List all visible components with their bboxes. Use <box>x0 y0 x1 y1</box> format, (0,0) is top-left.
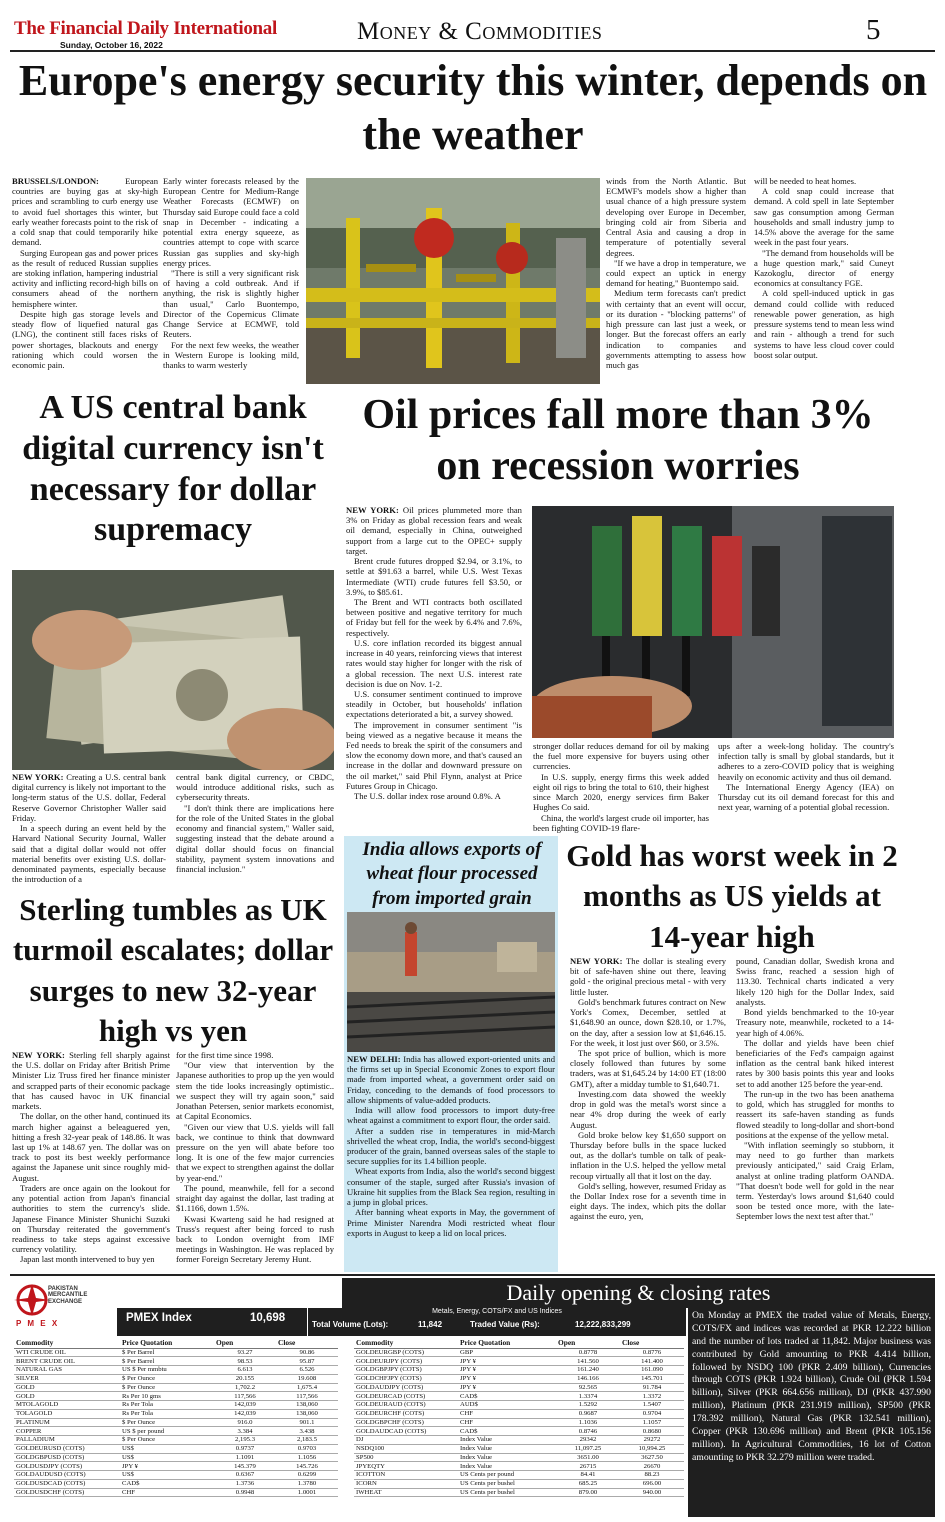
open-cell: 1.1036 <box>556 1418 620 1427</box>
rate-row <box>14 1427 338 1436</box>
pmex-logo-abbr: P M E X <box>16 1319 60 1328</box>
rate-row <box>14 1348 338 1357</box>
close-cell: 6.526 <box>276 1366 338 1375</box>
close-cell: 117,566 <box>276 1392 338 1401</box>
commodity-cell: PLATINUM <box>14 1418 120 1427</box>
rate-row <box>14 1444 338 1453</box>
col-header-commodity: Commodity <box>14 1338 120 1348</box>
open-cell: 1.5292 <box>556 1401 620 1410</box>
europe-energy-col2: Early winter forecasts released by the European Centre for Medium-Range Weather Forecasts (ECMWF) on Thursday said Europe could face a cold snap in December - indicating a potential extra energy squeeze, as countries attempt to cope with scarce Russian gas supplies and sky-high energy prices. "There is still a very significant risk of having a cold outbreak. And if anything, the risk is slightly higher than usual," Carlo Buontempo, Director of the Copernicus Climate Change Service at ECMWF, told Reuters. For the next few weeks, the weather in Western Europe is looking mild, thanks to warm westerly <box>163 176 299 370</box>
close-cell: 1.3780 <box>276 1479 338 1488</box>
quotation-cell: $ Per Ounce <box>120 1383 214 1392</box>
commodity-cell: GOLDEURJPY (COTS) <box>354 1357 458 1366</box>
quotation-cell: CAD$ <box>458 1392 556 1401</box>
quotation-cell: CAD$ <box>458 1427 556 1436</box>
commodity-cell: GOLDUSDJPY (COTS) <box>14 1462 120 1471</box>
trading-summary: On Monday at PMEX the traded value of Metals, Energy, COTS/FX and indices was recorded at PKR 12.222 billion and the number of lots traded at 11,842. Major business was contributed by Gold amounting to PKR 4.414 billion, followed by NSDQ 100 (PKR 2.409 billion), Currencies through COTS (PKR 1.924 billion), Crude Oil (PKR 1.594 billion), Silver (PKR 664.656 million), DJ (PKR 437.990 million), Platinum (PKR 231.919 million), SP500 (PKR 178.392 million), Natural Gas (PKR 132.541 million), Copper (PKR 130.696 million) and Brent (PKR 105.156 million). In Agricultural Commodities, 16 lot of Cotton amounting to PKR 32.279 million were traded. <box>688 1307 935 1517</box>
close-cell: 3627.50 <box>620 1453 684 1462</box>
open-cell: 161.240 <box>556 1366 620 1375</box>
rate-row <box>14 1383 338 1392</box>
close-cell: 696.00 <box>620 1479 684 1488</box>
close-cell: 1.0001 <box>276 1488 338 1497</box>
close-cell: 0.9704 <box>620 1409 684 1418</box>
quotation-cell: JPY ¥ <box>458 1366 556 1375</box>
rate-row <box>354 1418 684 1427</box>
quotation-cell: US Cents per bushel <box>458 1479 556 1488</box>
rates-title: Daily opening & closing rates <box>342 1278 935 1308</box>
open-cell: 0.9687 <box>556 1409 620 1418</box>
rate-row <box>14 1479 338 1488</box>
close-cell: 138,060 <box>276 1409 338 1418</box>
traded-value-label: Traded Value (Rs): <box>470 1320 540 1329</box>
dollar-bills-photo <box>12 570 334 770</box>
wheat-warehouse-photo <box>347 912 555 1052</box>
close-cell: 0.8680 <box>620 1427 684 1436</box>
pmex-index-value: 10,698 <box>250 1312 286 1324</box>
rate-row <box>354 1462 684 1471</box>
commodity-cell: MTOLAGOLD <box>14 1401 120 1410</box>
commodity-cell: GOLDGBPJPY (COTS) <box>354 1366 458 1375</box>
fuel-pump-photo <box>532 506 894 738</box>
quotation-cell: $ Per Ounce <box>120 1374 214 1383</box>
rate-row <box>354 1374 684 1383</box>
open-cell: 142,039 <box>214 1409 276 1418</box>
open-cell: 1.3374 <box>556 1392 620 1401</box>
total-volume-value: 11,842 <box>418 1320 443 1329</box>
close-cell: 138,060 <box>276 1401 338 1410</box>
close-cell: 29272 <box>620 1436 684 1445</box>
gold-col1: NEW YORK: The dollar is stealing every bit of safe-haven shine out there, leaving gold - the original precious metal - with very little luster. Gold's benchmark futures contract on New York's Comex, December, settled at $1,648.90 an ounce, down $28.10, or 1.7%, on the day, after a session low at $1,646.15. For the week, it lost just over $60, or 3.5%. The spot price of bullion, which is more closely followed than futures by some traders, was at $1,645.24 by 14:00 ET (18:00 GMT), after a midday tumble to $1,640.71. Investing.com data showed the weekly drop in gold was the metal's worst since a near 4% drop during the week of early August. Gold broke below key $1,650 support on Thursday before bulls in the space lucked out, as the dollar's tumble on talk of peak-inflation in the U.S. helped the yellow metal recoup virtually all that it lost on the day. Gold's selling, however, resumed Friday as the Dollar Index rose for a seventh time in eight days. The index, which pits the dollar against the euro, yen, <box>570 956 726 1222</box>
rate-row <box>14 1418 338 1427</box>
gold-col2: pound, Canadian dollar, Swedish krona and Swiss franc, reached a session high of 113.30. Technical charts indicated a very likely 120 high for the Dollar Index, said analysts. Bond yields benchmarked to the 10-year Treasury note, meanwhile, rocketed to a 14-year high of 4.06%. The dollar and yields have been chief beneficiaries of the Fed's campaign against inflation as the central bank hiked interest rates by 300 basis points this year and looks set to add another 125 before the year-end. The run-up in the two has been anathema to gold, which has struggled for months to reassert its safe-haven standing as funds flowed steadily to long-dollar and short-bond positions at the expense of the yellow metal. "With inflation seemingly so stubborn, it may need to go further than markets previously anticipated," said Craig Erlam, analyst at online trading platform OANDA. "That doesn't bode well for gold in the near term. Yesterday's lows around $1,640 could soon be tested once more, with the late-September lows the next test after that." <box>736 956 894 1222</box>
close-cell: 161.090 <box>620 1366 684 1375</box>
quotation-cell: JPY ¥ <box>458 1374 556 1383</box>
rate-row <box>354 1427 684 1436</box>
rates-table-left <box>14 1338 338 1497</box>
quotation-cell: US$ <box>120 1453 214 1462</box>
commodity-cell: GOLDEURGBP (COTS) <box>354 1348 458 1357</box>
oil-col2: stronger dollar reduces demand for oil by making the fuel more expensive for buyers using other currencies. In U.S. supply, energy firms this week added eight oil rigs to bring the total to 610, their highest since March 2020, energy services firm Baker Hughes Co said. China, the world's largest crude oil importer, has been fighting COVID-19 flare- <box>533 741 709 833</box>
close-cell: 0.9703 <box>276 1444 338 1453</box>
open-cell: 20.155 <box>214 1374 276 1383</box>
open-cell: 916.0 <box>214 1418 276 1427</box>
europe-energy-col3: winds from the North Atlantic. But ECMWF's models show a higher than usual chance of a high pressure system developing over Europe in December, bringing cold air from Siberia and Central Asia and causing a drop in temperature of potentially several degrees. "If we have a drop in temperature, we could expect an uptick in energy demand for heating," Buontempo said. Medium term forecasts can't predict with certainty that an event will occur, or its duration - "blocking patterns" of high pressure can last just a week, or longer. But the forecast offers an early indication to companies and governments attempting to assess how much gas <box>606 176 746 370</box>
quotation-cell: CHF <box>458 1409 556 1418</box>
close-cell: 1.3372 <box>620 1392 684 1401</box>
open-cell: 92.565 <box>556 1383 620 1392</box>
rate-row <box>354 1392 684 1401</box>
traded-value-value: 12,222,833,299 <box>575 1320 631 1329</box>
open-cell: 84.41 <box>556 1471 620 1480</box>
pmex-index-label: PMEX Index <box>126 1312 192 1324</box>
rate-row <box>14 1357 338 1366</box>
open-cell: 98.53 <box>214 1357 276 1366</box>
quotation-cell: US$ <box>120 1471 214 1480</box>
close-cell: 145.701 <box>620 1374 684 1383</box>
open-cell: 145.379 <box>214 1462 276 1471</box>
oil-col3: ups after a week-long holiday. The country's infection tally is small by global standards, but it adheres to a zero-COVID policy that is weighing heavily on economic activity and thus oil demand. The International Energy Agency (IEA) on Thursday cut its oil demand forecast for this and next year, warning of a potential global recession. <box>718 741 894 813</box>
header-rule <box>10 50 935 52</box>
quotation-cell: Rs Per 10 gms <box>120 1392 214 1401</box>
open-cell: 0.8778 <box>556 1348 620 1357</box>
open-cell: 1,702.2 <box>214 1383 276 1392</box>
commodity-cell: TOLAGOLD <box>14 1409 120 1418</box>
rate-row <box>354 1401 684 1410</box>
quotation-cell: US $ per pound <box>120 1427 214 1436</box>
commodity-cell: GOLDAUDJPY (COTS) <box>354 1383 458 1392</box>
open-cell: 93.27 <box>214 1348 276 1357</box>
commodity-cell: GOLD <box>14 1392 120 1401</box>
indices-caption: Metals, Energy, COTS/FX and US Indices <box>432 1308 562 1315</box>
close-cell: 141.400 <box>620 1357 684 1366</box>
pmex-logo-text: PAKISTAN MERCANTILE EXCHANGE <box>48 1286 88 1305</box>
open-cell: 142,039 <box>214 1401 276 1410</box>
col-header-open: Open <box>214 1338 276 1348</box>
commodity-cell: SP500 <box>354 1453 458 1462</box>
europe-energy-col1: BRUSSELS/LONDON: European countries are buying gas at sky-high prices and scrambling to curb energy use to avoid fuel shortages this winter, but early weather forecasts point to the risk of a cold snap that could temporarily hike demand. Surging European gas and power prices as the result of reduced Russian supplies are stoking inflation, hampering industrial activity and inflicting record-high bills on consumers ahead of the northern hemisphere winter. Despite high gas storage levels and steady flow of liquefied natural gas (LNG), the continent still faces risks of power shortages, blackouts and energy rationing which could worsen the economic pain. <box>12 176 158 370</box>
close-cell: 1.5407 <box>620 1401 684 1410</box>
rate-row <box>354 1348 684 1357</box>
close-cell: 901.1 <box>276 1418 338 1427</box>
quotation-cell: $ Per Barrel <box>120 1357 214 1366</box>
total-volume-label: Total Volume (Lots): <box>312 1320 389 1329</box>
open-cell: 141.560 <box>556 1357 620 1366</box>
rate-row <box>354 1383 684 1392</box>
col-header-open: Open <box>556 1338 620 1348</box>
close-cell: 1.1057 <box>620 1418 684 1427</box>
open-cell: 6.613 <box>214 1366 276 1375</box>
rate-row <box>14 1488 338 1497</box>
rate-row <box>14 1471 338 1480</box>
section-title: Money & Commodities <box>357 18 603 45</box>
cbdc-col1: NEW YORK: Creating a U.S. central bank digital currency is likely not important to the long-term status of the U.S. dollar, Federal Reserve Governor Christopher Waller said Friday. In a speech during an event held by the Harvard National Security Journal, Waller said that a digital dollar would not offer material benefits over existing U.S. dollar-denominated payments, especially because the introduction of a <box>12 772 166 884</box>
col-header-commodity: Commodity <box>354 1338 458 1348</box>
quotation-cell: US Cents per pound <box>458 1471 556 1480</box>
sterling-col2: for the first time since 1998. "Our view that intervention by the Japanese authorities to prop up the yen would stem the tide looks increasingly optimistic.. we suspect they will try again soon," said Jonathan Petersen, senior markets economist, at Capital Economics. "Given our view that U.S. yields will fall back, we continue to think that downward pressure on the yen will abate before too long. It is one of the few major currencies that we expect to strengthen against the dollar by year-end." The pound, meanwhile, fell for a second straight day against the dollar, last trading at $1.1166, down 1.5%. Kwasi Kwarteng said he had resigned at Truss's request after being forced to rush back to London overnight from IMF meetings in Washington. He was replaced by former Foreign Secretary Jeremy Hunt. <box>176 1050 334 1265</box>
rate-row <box>354 1444 684 1453</box>
gold-headline: Gold has worst week in 2 months as US yields at 14-year high <box>566 838 898 954</box>
close-cell: 19.608 <box>276 1374 338 1383</box>
close-cell: 10,994.25 <box>620 1444 684 1453</box>
commodity-cell: GOLDAUDUSD (COTS) <box>14 1471 120 1480</box>
commodity-cell: GOLDUSDCHF (COTS) <box>14 1488 120 1497</box>
open-cell: 2,195.3 <box>214 1436 276 1445</box>
open-cell: 685.25 <box>556 1479 620 1488</box>
quotation-cell: $ Per Ounce <box>120 1418 214 1427</box>
quotation-cell: US $ Per mmbtu <box>120 1366 214 1375</box>
commodity-cell: ICOTTON <box>354 1471 458 1480</box>
close-cell: 1.1056 <box>276 1453 338 1462</box>
col-header-close: Close <box>276 1338 338 1348</box>
commodity-cell: ICORN <box>354 1479 458 1488</box>
cbdc-col2: central bank digital currency, or CBDC, would introduce additional risks, such as cybersecurity threats. "I don't think there are implications here for the role of the United States in the global economy and financial system," Waller said, suggesting instead that the debate around a digital dollar should focus on financial stability, payment system innovations and financial inclusion." <box>176 772 334 874</box>
close-cell: 2,183.5 <box>276 1436 338 1445</box>
commodity-cell: IWHEAT <box>354 1488 458 1497</box>
cbdc-headline: A US central bank digital currency isn't necessary for dollar supremacy <box>22 389 324 549</box>
open-cell: 0.9737 <box>214 1444 276 1453</box>
close-cell: 95.87 <box>276 1357 338 1366</box>
rate-row <box>14 1409 338 1418</box>
newspaper-name: The Financial Daily International <box>14 18 277 39</box>
rate-row <box>354 1479 684 1488</box>
sterling-col1: NEW YORK: Sterling fell sharply against the U.S. dollar on Friday after British Prime Minister Liz Truss fired her finance minister and scrapped parts of their economic package that has caused havoc in UK financial markets. The dollar, on the other hand, continued its march higher against a beleaguered yen, hitting a fresh 32-year peak of 148.86. It was last up 1% at 148.67 yen. The dollar was on track to post its best weekly performance against the Japanese unit since roughly mid-August. Traders are once again on the lookout for any potential action from Japan's financial authorities to stem the currency's slide. Japanese Finance Minister Shunichi Suzuki on Thursday reiterated the government's readiness to take steps against excessive currency volatility. Japan last month intervened to buy yen <box>12 1050 170 1265</box>
open-cell: 879.00 <box>556 1488 620 1497</box>
commodity-cell: PALLADIUM <box>14 1436 120 1445</box>
sterling-headline: Sterling tumbles as UK turmoil escalates; dollar surges to new 32-year high vs yen <box>12 892 334 1048</box>
col-header-quotation: Price Quotation <box>120 1338 214 1348</box>
open-cell: 26715 <box>556 1462 620 1471</box>
commodity-cell: GOLD <box>14 1383 120 1392</box>
commodity-cell: COPPER <box>14 1427 120 1436</box>
commodity-cell: WTI CRUDE OIL <box>14 1348 120 1357</box>
close-cell: 90.86 <box>276 1348 338 1357</box>
close-cell: 0.6299 <box>276 1471 338 1480</box>
close-cell: 145.726 <box>276 1462 338 1471</box>
europe-energy-headline: Europe's energy security this winter, depends on the weather <box>18 56 928 159</box>
quotation-cell: US Cents per bushel <box>458 1488 556 1497</box>
commodity-cell: GOLDAUDCAD (COTS) <box>354 1427 458 1436</box>
commodity-cell: DJ <box>354 1436 458 1445</box>
close-cell: 91.784 <box>620 1383 684 1392</box>
rate-row <box>14 1401 338 1410</box>
commodity-cell: GOLDEURUSD (COTS) <box>14 1444 120 1453</box>
rate-row <box>14 1366 338 1375</box>
quotation-cell: Rs Per Tola <box>120 1401 214 1410</box>
rates-table-right <box>354 1338 684 1497</box>
open-cell: 0.9948 <box>214 1488 276 1497</box>
close-cell: 0.8776 <box>620 1348 684 1357</box>
open-cell: 29342 <box>556 1436 620 1445</box>
rate-row <box>354 1471 684 1480</box>
quotation-cell: Index Value <box>458 1453 556 1462</box>
commodity-cell: BRENT CRUDE OIL <box>14 1357 120 1366</box>
quotation-cell: JPY ¥ <box>458 1357 556 1366</box>
commodity-cell: GOLDUSDCAD (COTS) <box>14 1479 120 1488</box>
quotation-cell: CHF <box>458 1418 556 1427</box>
rate-row <box>354 1357 684 1366</box>
india-wheat-headline: India allows exports of wheat flour processed from imported grain <box>362 839 542 909</box>
europe-energy-col4: will be needed to heat homes. A cold snap could increase that demand. A cold spell in late September saw gas consumption among German households and small industry jump to 14.5% above the average for the same week in the past four years. "The demand from households will be a huge question mark," said Cuneyt Kazokoglu, director of energy economics at consultancy FGE. A cold spell-induced uptick in gas demand could collide with reduced renewable power generation, as high pressure systems tend to mean less wind and rain - although a trend for such systems to have less cloud cover could boost solar output. <box>754 176 894 360</box>
close-cell: 88.23 <box>620 1471 684 1480</box>
close-cell: 940.00 <box>620 1488 684 1497</box>
col-header-quotation: Price Quotation <box>458 1338 556 1348</box>
rate-row <box>14 1453 338 1462</box>
open-cell: 0.6367 <box>214 1471 276 1480</box>
open-cell: 0.8746 <box>556 1427 620 1436</box>
quotation-cell: Index Value <box>458 1436 556 1445</box>
quotation-cell: CHF <box>120 1488 214 1497</box>
close-cell: 3.438 <box>276 1427 338 1436</box>
commodity-cell: JPYEQTY <box>354 1462 458 1471</box>
close-cell: 26670 <box>620 1462 684 1471</box>
page-number: 5 <box>866 14 881 46</box>
quotation-cell: $ Per Ounce <box>120 1436 214 1445</box>
open-cell: 11,097.25 <box>556 1444 620 1453</box>
open-cell: 3651.00 <box>556 1453 620 1462</box>
quotation-cell: $ Per Barrel <box>120 1348 214 1357</box>
open-cell: 1.1091 <box>214 1453 276 1462</box>
rate-row <box>14 1462 338 1471</box>
rate-row <box>14 1374 338 1383</box>
rate-row <box>354 1488 684 1497</box>
rates-top-rule <box>10 1274 935 1276</box>
rate-row <box>14 1392 338 1401</box>
commodity-cell: GOLDEURAUD (COTS) <box>354 1401 458 1410</box>
quotation-cell: AUD$ <box>458 1401 556 1410</box>
oil-col1: NEW YORK: Oil prices plummeted more than 3% on Friday as global recession fears and weak oil demand, especially in China, outweighed support from a large cut to the OPEC+ supply target. Brent crude futures dropped $2.94, or 3.1%, to settle at $91.63 a barrel, while U.S. West Texas Intermediate (WTI) crude futures fell $3.50, or 3.9%, to $85.61. The Brent and WTI contracts both oscillated between positive and negative territory for much of Friday but fell for the week by 6.4% and 7.6%, respectively. U.S. core inflation recorded its biggest annual increase in 40 years, reinforcing views that interest rates would stay higher for longer with the risk of a global recession. The next U.S. interest rate decision is due on Nov. 1-2. U.S. consumer sentiment continued to improve steadily in October, but households' inflation expectations deteriorated a bit, a survey showed. The improvement in consumer sentiment "is being viewed as a negative because it means the Fed needs to break the spirit of the consumers and slow the economy down more, and that's caused an increase in the dollar and downward pressure on the oil market," said Phil Flynn, analyst at Price Futures Group in Chicago. The U.S. dollar index rose around 0.8%. A <box>346 505 522 802</box>
rate-row <box>354 1453 684 1462</box>
quotation-cell: JPY ¥ <box>458 1383 556 1392</box>
open-cell: 1.3736 <box>214 1479 276 1488</box>
quotation-cell: Index Value <box>458 1462 556 1471</box>
quotation-cell: Index Value <box>458 1444 556 1453</box>
commodity-cell: NSDQ100 <box>354 1444 458 1453</box>
commodity-cell: GOLDEURCAD (COTS) <box>354 1392 458 1401</box>
rate-row <box>354 1436 684 1445</box>
rate-row <box>14 1436 338 1445</box>
quotation-cell: US$ <box>120 1444 214 1453</box>
issue-date: Sunday, October 16, 2022 <box>60 40 163 50</box>
open-cell: 117,566 <box>214 1392 276 1401</box>
gas-pipeline-photo <box>306 178 600 384</box>
commodity-cell: GOLDGBPUSD (COTS) <box>14 1453 120 1462</box>
oil-headline: Oil prices fall more than 3% on recession worries <box>362 392 874 490</box>
rate-row <box>354 1366 684 1375</box>
quotation-cell: JPY ¥ <box>120 1462 214 1471</box>
commodity-cell: GOLDEURCHF (COTS) <box>354 1409 458 1418</box>
quotation-cell: GBP <box>458 1348 556 1357</box>
close-cell: 1,675.4 <box>276 1383 338 1392</box>
col-header-close: Close <box>620 1338 684 1348</box>
commodity-cell: GOLDGBPCHF (COTS) <box>354 1418 458 1427</box>
quotation-cell: Rs Per Tola <box>120 1409 214 1418</box>
open-cell: 146.166 <box>556 1374 620 1383</box>
quotation-cell: CAD$ <box>120 1479 214 1488</box>
commodity-cell: NATURAL GAS <box>14 1366 120 1375</box>
rate-row <box>354 1409 684 1418</box>
open-cell: 3.384 <box>214 1427 276 1436</box>
india-wheat-body: NEW DELHI: India has allowed export-oriented units and the firms set up in Special Economic Zones to export flour made from imported wheat, a government order said on Friday, conceding to the demands of food processors to allow shipments of value-added products. India will allow food processors to import duty-free wheat against a commitment to export flour, the order said. After a sudden rise in temperatures in mid-March shrivelled the wheat crop, India, the world's second-biggest producer of the grain, banned overseas sales of the staple to secure supplies for its 1.4 billion people. Wheat exports from India, also the world's second biggest consumer of the staple, surged after Russia's invasion of Ukraine hit supplies from the Black Sea region, resulting in a jump in global prices. After banning wheat exports in May, the government of Prime Minister Narendra Modi restricted wheat flour exports in August to keep a lid on local prices. <box>347 1054 555 1238</box>
commodity-cell: SILVER <box>14 1374 120 1383</box>
commodity-cell: GOLDCHFJPY (COTS) <box>354 1374 458 1383</box>
